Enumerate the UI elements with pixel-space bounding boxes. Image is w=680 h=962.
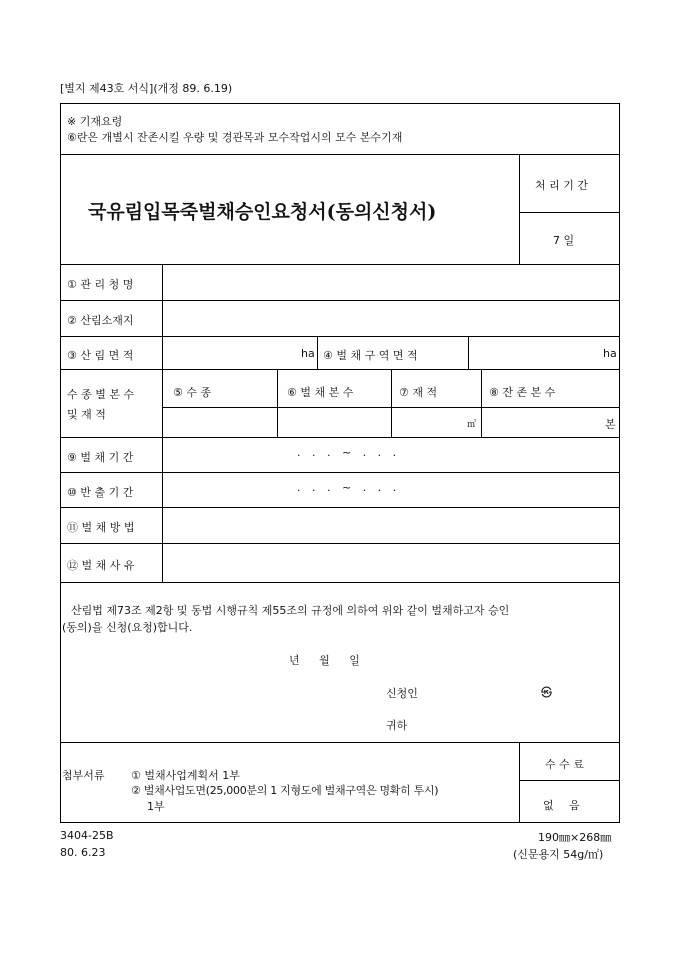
- attachment-item: ② 벌채사업도면(25,000분의 1 지형도에 벌채구역은 명확히 투시): [131, 784, 439, 797]
- divider: [277, 369, 278, 437]
- statement-text: 산림법 제73조 제2항 및 동법 시행규칙 제55조의 규정에 의하여 위와 같이 벌채하고자 승인: [71, 604, 510, 617]
- divider: [61, 369, 619, 370]
- field-label-agency: ① 관 리 청 명: [67, 278, 134, 291]
- divider: [162, 264, 163, 582]
- form-title: 국유림입목죽벌채승인요청서(동의신청서): [88, 201, 437, 223]
- date-line: 년 월 일: [289, 654, 360, 667]
- form-issue-date: 80. 6.23: [60, 846, 106, 859]
- divider: [317, 336, 318, 369]
- volume-unit: ㎥: [467, 420, 477, 430]
- applicant-label: 신청인: [386, 687, 418, 700]
- divider: [61, 742, 619, 743]
- paper-type: (신문용지 54g/㎡): [513, 848, 604, 861]
- attachment-item-copies: 1부: [147, 800, 165, 813]
- divider: [61, 300, 619, 301]
- divider: [61, 472, 619, 473]
- fee-label: 수 수 료: [545, 758, 584, 771]
- col-header-species: ⑤ 수 종: [173, 386, 212, 399]
- remaining-count-unit: 본: [605, 418, 616, 431]
- field-label-felling-reason: ⑫ 벌 채 사 유: [67, 559, 135, 572]
- removal-period-value: . . . ~ . . .: [297, 481, 401, 494]
- field-label-felling-period: ⑨ 벌 채 기 간: [67, 451, 134, 464]
- divider: [61, 507, 619, 508]
- attachments-label: 첨부서류: [62, 769, 105, 782]
- col-header-remaining-count: ⑧ 잔 존 본 수: [489, 386, 556, 399]
- processing-period-label: 처 리 기 간: [535, 179, 588, 192]
- form-code: 3404-25B: [60, 829, 114, 842]
- divider: [61, 336, 619, 337]
- seal-mark: ㉿: [541, 686, 552, 699]
- divider: [61, 154, 619, 155]
- felling-period-value: . . . ~ . . .: [297, 446, 401, 459]
- field-label-felling-method: ⑪ 벌 채 방 법: [67, 521, 135, 534]
- statement-text-2: (동의)을 신청(요청)합니다.: [62, 621, 193, 634]
- addressee: 귀하: [386, 719, 408, 732]
- felling-area-unit: ha: [603, 347, 617, 360]
- divider: [468, 336, 469, 369]
- notes-text: ⑥란은 개별시 잔존시킬 우량 및 경관목과 모수작업시의 모수 본수기재: [67, 131, 403, 144]
- species-label: 수 종 별 본 수: [67, 388, 135, 401]
- field-label-felling-area: ④ 벌 채 구 역 면 적: [323, 349, 418, 362]
- divider: [519, 780, 619, 781]
- application-form: [60, 103, 620, 823]
- field-label-forest-area: ③ 산 림 면 적: [67, 349, 134, 362]
- divider: [61, 543, 619, 544]
- attachment-item: ① 벌채사업계획서 1부: [131, 769, 240, 782]
- divider: [519, 154, 520, 264]
- col-header-volume: ⑦ 재 적: [399, 386, 438, 399]
- forest-area-unit: ha: [301, 347, 315, 360]
- species-label-2: 및 재 적: [67, 408, 106, 421]
- processing-period-value: 7 일: [553, 234, 575, 247]
- divider: [61, 582, 619, 583]
- paper-size: 190㎜×268㎜: [538, 831, 612, 844]
- divider: [391, 369, 392, 437]
- divider: [61, 437, 619, 438]
- col-header-felling-count: ⑥ 벌 채 본 수: [287, 386, 354, 399]
- form-caption: [별지 제43호 서식](개정 89. 6.19): [60, 82, 233, 95]
- divider: [519, 212, 619, 213]
- divider: [519, 742, 520, 822]
- divider: [61, 264, 619, 265]
- fee-value: 없 음: [543, 799, 580, 812]
- field-label-removal-period: ⑩ 반 출 기 간: [67, 486, 134, 499]
- divider: [481, 369, 482, 437]
- notes-heading: ※ 기재요령: [67, 115, 123, 128]
- field-label-location: ② 산림소재지: [67, 314, 134, 327]
